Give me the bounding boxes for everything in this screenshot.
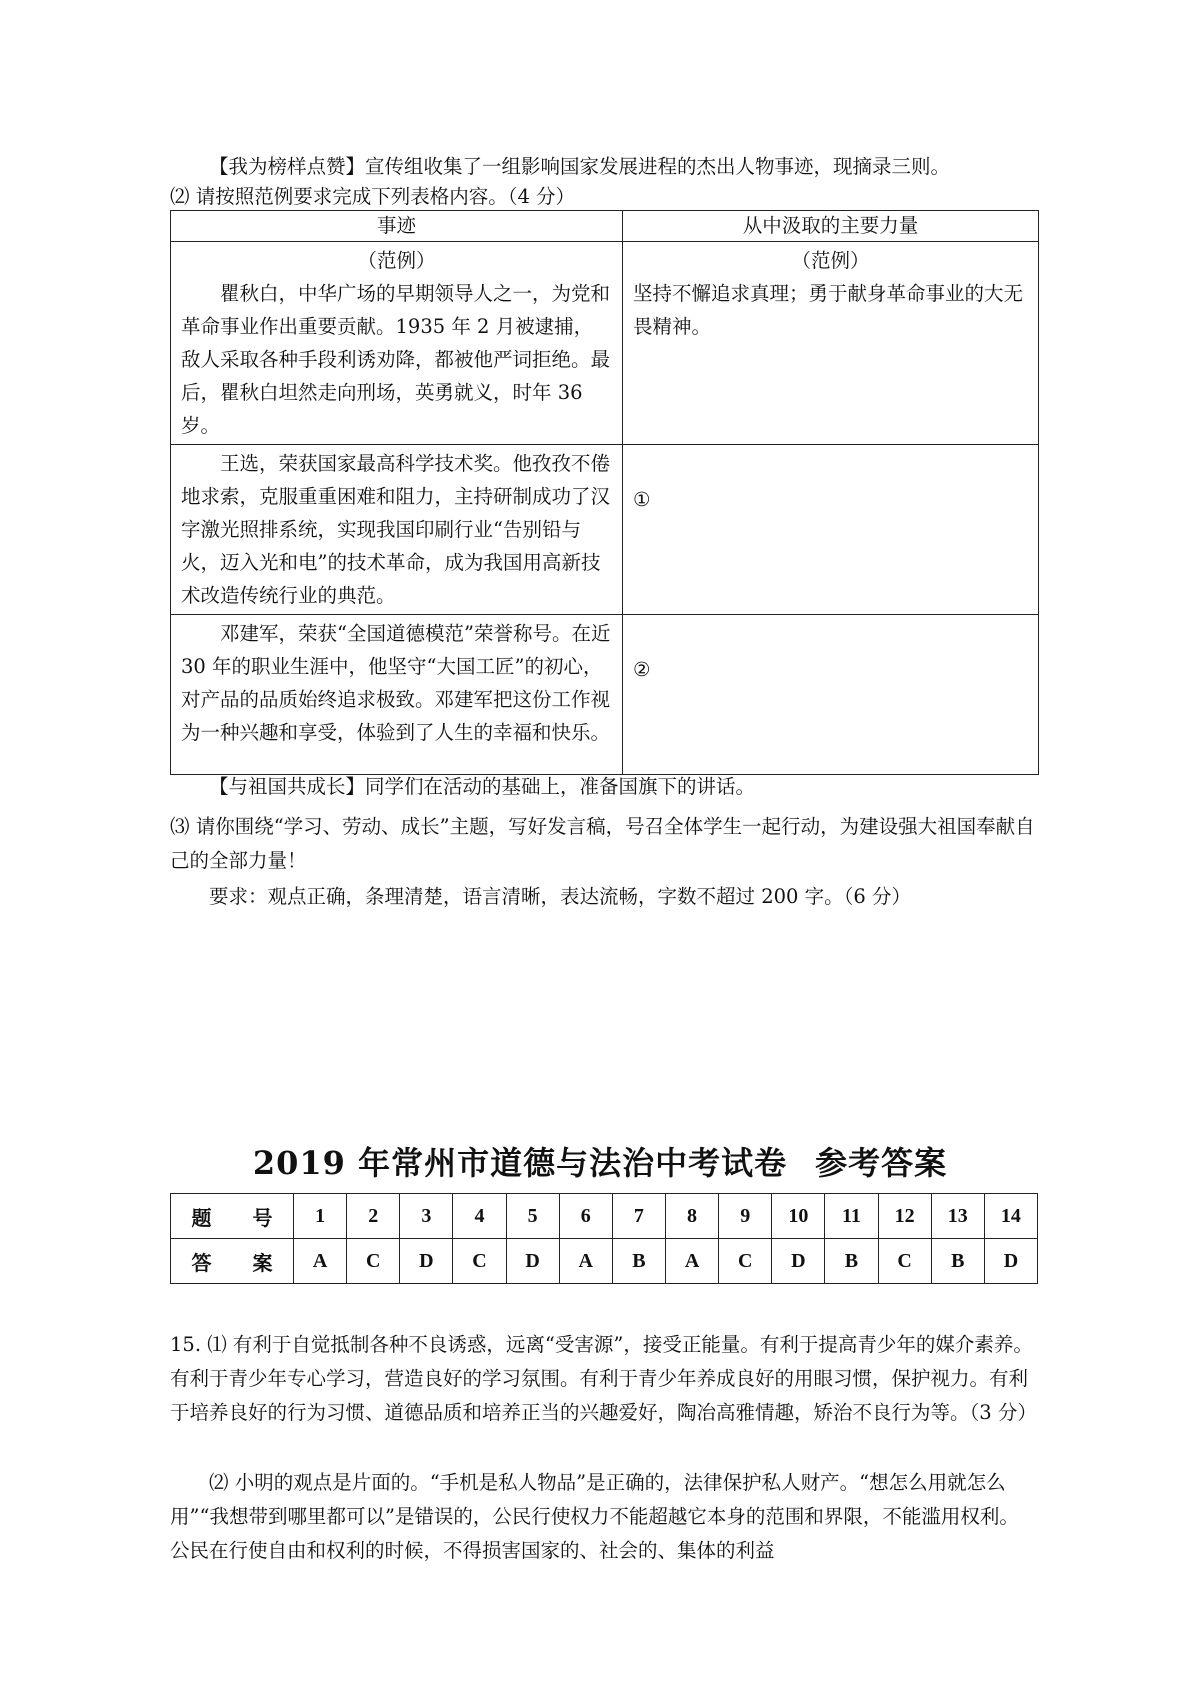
- question-number: 3: [400, 1194, 453, 1239]
- question-number: 8: [665, 1194, 718, 1239]
- question-3: ⑶ 请你围绕“学习、劳动、成长”主题，写好发言稿，号召全体学生一起行动，为建设强大祖国奉献自己的全部力量！: [170, 815, 1035, 872]
- answer-letter: B: [931, 1239, 984, 1284]
- table-row: [171, 615, 1039, 775]
- question-number: 12: [878, 1194, 931, 1239]
- requirement: 要求：观点正确，条理清楚，语言清晰，表达流畅，字数不超过 200 字。（6 分）: [209, 885, 911, 908]
- answer-letter: C: [878, 1239, 931, 1284]
- question-number: 13: [931, 1194, 984, 1239]
- answer-title-main: 2019 年常州市道德与法治中考试卷: [252, 1144, 788, 1182]
- answer-blank-1[interactable]: [623, 445, 1039, 615]
- exemplar-table: [170, 210, 1039, 775]
- answer-letter: A: [559, 1239, 612, 1284]
- blank-marker: ①: [633, 488, 651, 511]
- answer-letter: C: [453, 1239, 506, 1284]
- blank-marker: ②: [633, 658, 651, 681]
- example-label: （范例）: [791, 249, 870, 272]
- q15-part-2: ⑵ 小明的观点是片面的。“手机是私人物品”是正确的，法律保护私人财产。“想怎么用就怎么用”“我想带到哪里都可以”是错误的，公民行使权力不能超越它本身的范围和界限，不能滥用权利。公民在行使自由和权利的时候，不得损害国家的、社会的、集体的利益: [170, 1471, 1019, 1562]
- answer-letter: D: [506, 1239, 559, 1284]
- table-header-row: [171, 211, 1039, 242]
- col-header-deeds: 事迹: [171, 211, 623, 242]
- table-row: [171, 242, 1039, 445]
- col-header-strength: 从中汲取的主要力量: [623, 211, 1039, 242]
- example-label: （范例）: [357, 249, 436, 272]
- deed-text: 王选，荣获国家最高科学技术奖。他孜孜不倦地求索，克服重重困难和阻力，主持研制成功了汉字激光照排系统，实现我国印刷行业“告别铅与火，迈入光和电”的技术革命，成为我国用高新技术改造传统行业的典范。: [181, 452, 611, 607]
- question-number: 5: [506, 1194, 559, 1239]
- question-number: 4: [453, 1194, 506, 1239]
- question-number: 11: [825, 1194, 878, 1239]
- deed-cell: [171, 615, 623, 775]
- q15-part-1: 15. ⑴ 有利于自觉抵制各种不良诱惑，远离“受害源”，接受正能量。有利于提高青少年的媒介素养。有利于青少年专心学习，营造良好的学习氛围。有利于青少年养成良好的用眼习惯，保护视力。有利于培养良好的行为习惯、道德品质和培养正当的兴趣爱好，陶冶高雅情趣，矫治不良行为等。（3 分）: [170, 1333, 1037, 1424]
- question-2: ⑵ 请按照范例要求完成下列表格内容。（4 分）: [170, 185, 576, 208]
- question-number: 7: [612, 1194, 665, 1239]
- answer-grid: [170, 1193, 1038, 1284]
- answer-letter: B: [825, 1239, 878, 1284]
- deed-cell: [171, 242, 623, 445]
- section-2-line: 【与祖国共成长】同学们在活动的基础上，准备国旗下的讲话。: [209, 775, 756, 798]
- deed-text: 瞿秋白，中华广场的早期领导人之一，为党和革命事业作出重要贡献。1935 年 2 月被逮捕，敌人采取各种手段利诱劝降，都被他严词拒绝。最后，瞿秋白坦然走向刑场，英勇就义，时年 36 岁。: [181, 282, 611, 437]
- strength-text: 坚持不懈追求真理；勇于献身革命事业的大无畏精神。: [633, 282, 1024, 338]
- answer-title: [0, 1141, 1200, 1185]
- question-number: 1: [294, 1194, 347, 1239]
- question-number: 6: [559, 1194, 612, 1239]
- answer-letter: D: [984, 1239, 1037, 1284]
- question-number: 9: [719, 1194, 772, 1239]
- intro-line: 【我为榜样点赞】宣传组收集了一组影响国家发展进程的杰出人物事迹，现摘录三则。: [209, 155, 951, 178]
- answer-letter: A: [665, 1239, 718, 1284]
- question-number: 2: [347, 1194, 400, 1239]
- row-label: 题 号: [171, 1194, 294, 1239]
- strength-cell: [623, 242, 1039, 445]
- deed-cell: [171, 445, 623, 615]
- answer-letter: A: [294, 1239, 347, 1284]
- question-number: 10: [772, 1194, 825, 1239]
- answer-title-sub: 参考答案: [815, 1144, 948, 1182]
- deed-text: 邓建军，荣获“全国道德模范”荣誉称号。在近 30 年的职业生涯中，他坚守“大国工匠”的初心，对产品的品质始终追求极致。邓建军把这份工作视为一种兴趣和享受，体验到了人生的幸福和快乐。: [181, 622, 611, 744]
- answer-blank-2[interactable]: [623, 615, 1039, 775]
- table-row: [171, 445, 1039, 615]
- question-number-row: [171, 1194, 1038, 1239]
- answer-letter: B: [612, 1239, 665, 1284]
- answer-letter: C: [719, 1239, 772, 1284]
- answer-letter: D: [400, 1239, 453, 1284]
- answer-letter-row: [171, 1239, 1038, 1284]
- answer-letter: D: [772, 1239, 825, 1284]
- question-number: 14: [984, 1194, 1037, 1239]
- answer-letter: C: [347, 1239, 400, 1284]
- row-label: 答 案: [171, 1239, 294, 1284]
